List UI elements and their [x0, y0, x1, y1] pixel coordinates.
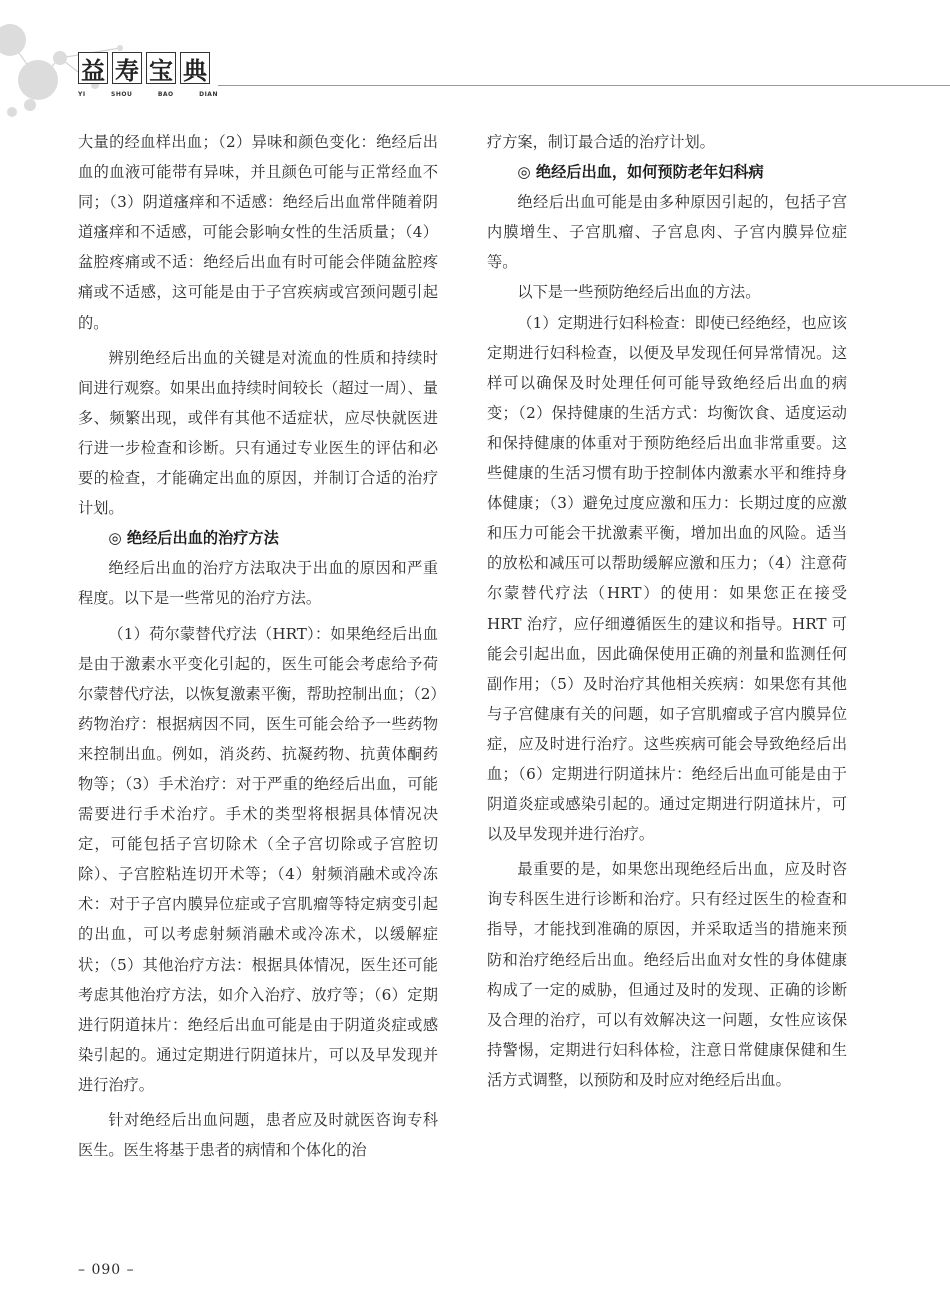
paragraph: （1）荷尔蒙替代疗法（HRT）：如果绝经后出血是由于激素水平变化引起的，医生可能会考虑给予荷尔蒙替代疗法，以恢复激素平衡，帮助控制出血；（2）药物治疗：根据病因不同，医生可能会给予一些药物来控制出血。例如，消炎药、抗凝药物、抗黄体酮药物等；（3）手术治疗：对于严重的绝经后出血，可能需要进行手术治疗。手术的类型将根据具体情况决定，可能包括子宫切除术（全子宫切除或子宫腔切除）、子宫腔粘连切开术等；（4）射频消融术或冷冻术：对于子宫内膜异位症或子宫肌瘤等特定病变引起的出血，可以考虑射频消融术或冷冻术，以缓解症状；（5）其他治疗方法：根据具体情况，医生还可能考虑其他治疗方法，如介入治疗、放疗等；（6）定期进行阴道抹片：绝经后出血可能是由于阴道炎症或感染引起的。通过定期进行阴道抹片，可以及早发现并进行治疗。 [78, 624, 438, 1094]
masthead-char: 典 [180, 52, 210, 84]
left-column [78, 127, 438, 1165]
pinyin-syllable: SHOU [111, 91, 133, 98]
paragraph: （1）定期进行妇科检查：即使已经绝经，也应该定期进行妇科检查，以便及早发现任何异常情况。这样可以确保及时处理任何可能导致绝经后出血的病变；（2）保持健康的生活方式：均衡饮食、适度运动和保持健康的体重对于预防绝经后出血非常重要。这些健康的生活习惯有助于控制体内激素水平和维持身体健康；（3）避免过度应激和压力：长期过度的应激和压力可能会干扰激素平衡，增加出血的风险。适当的放松和减压可以帮助缓解应激和压力；（4）注意荷尔蒙替代疗法（HRT）的使用：如果您正在接受 HRT 治疗，应仔细遵循医生的建议和指导。HRT 可能会引起出血，因此确保使用正确的剂量和监测任何副作用；（5）及时治疗其他相关疾病：如果您有其他与子宫健康有关的问题，如子宫肌瘤或子宫内膜异位症，应及时进行治疗。这些疾病可能会导致绝经后出血；（6）定期进行阴道抹片：绝经后出血可能是由于阴道炎症或感染引起的。通过定期进行阴道抹片，可以及早发现并进行治疗。 [487, 313, 847, 844]
section-heading: ◎ 绝经后出血的治疗方法 [108, 529, 279, 548]
journal-masthead [78, 52, 210, 84]
masthead-char: 宝 [146, 52, 176, 84]
paragraph: 针对绝经后出血问题，患者应及时就医咨询专科医生。医生将基于患者的病情和个体化的治 [78, 1111, 438, 1160]
paragraph: 疗方案，制订最合适的治疗计划。 [487, 133, 715, 151]
paragraph: 以下是一些预防绝经后出血的方法。 [517, 283, 761, 302]
pinyin-syllable: YI [78, 91, 86, 98]
masthead-pinyin [78, 91, 218, 98]
pinyin-syllable: DIAN [199, 91, 218, 98]
pinyin-syllable: BAO [157, 91, 174, 98]
paragraph: 绝经后出血的治疗方法取决于出血的原因和严重程度。以下是一些常见的治疗方法。 [78, 559, 438, 608]
section-heading: ◎ 绝经后出血，如何预防老年妇科病 [517, 163, 764, 182]
page-number: – 090 – [78, 1262, 135, 1278]
paragraph: 大量的经血样出血；（2）异味和颜色变化：绝经后出血的血液可能带有异味，并且颜色可能与正常经血不同；（3）阴道瘙痒和不适感：绝经后出血常伴随着阴道瘙痒和不适感，可能会影响女性的生活质量；（4）盆腔疼痛或不适：绝经后出血有时可能会伴随盆腔疼痛或不适感，这可能是由于子宫疾病或宫颈问题引起的。 [78, 133, 438, 332]
paragraph: 绝经后出血可能是由多种原因引起的，包括子宫内膜增生、子宫肌瘤、子宫息肉、子宫内膜异位症等。 [487, 193, 847, 272]
masthead-char: 益 [78, 52, 108, 84]
paragraph: 最重要的是，如果您出现绝经后出血，应及时咨询专科医生进行诊断和治疗。只有经过医生的检查和指导，才能找到准确的原因，并采取适当的措施来预防和治疗绝经后出血。绝经后出血对女性的身体健康构成了一定的威胁，但通过及时的发现、正确的诊断及合理的治疗，可以有效解决这一问题，女性应该保持警惕，定期进行妇科体检，注意日常健康保健和生活方式调整，以预防和及时应对绝经后出血。 [487, 860, 847, 1089]
right-column [487, 127, 847, 1095]
header-divider [218, 85, 950, 86]
masthead-char: 寿 [112, 52, 142, 84]
paragraph: 辨别绝经后出血的关键是对流血的性质和持续时间进行观察。如果出血持续时间较长（超过一周）、量多、频繁出现，或伴有其他不适症状，应尽快就医进行进一步检查和诊断。只有通过专业医生的评估和必要的检查，才能确定出血的原因，并制订合适的治疗计划。 [78, 348, 438, 518]
